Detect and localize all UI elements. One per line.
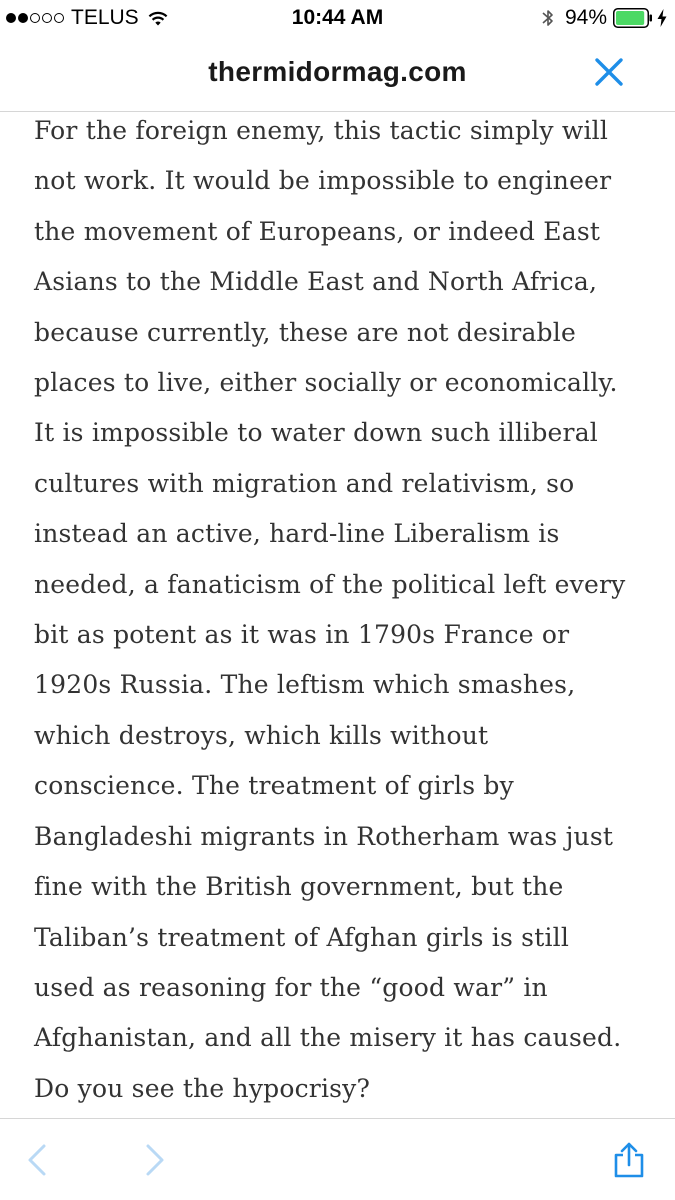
- article-line: Do you see the hypocrisy?: [34, 1073, 371, 1103]
- article-line: It is impossible to water down such illiberal: [34, 418, 598, 448]
- article-line: places to live, either socially or economically.: [34, 368, 618, 398]
- article-body: [34, 106, 644, 1114]
- close-icon[interactable]: [593, 56, 625, 88]
- url-bar: [0, 38, 675, 112]
- article-line: For the foreign enemy, this tactic simply will: [34, 116, 609, 145]
- article-line: not work. It would be impossible to engineer: [34, 166, 612, 196]
- article-line: Taliban’s treatment of Afghan girls is still: [34, 922, 570, 952]
- article-line: 1920s Russia. The leftism which smashes,: [34, 670, 576, 700]
- bottom-toolbar: [0, 1118, 675, 1200]
- article-line: Afghanistan, and all the misery it has caused.: [34, 1023, 622, 1053]
- article-line: needed, a fanaticism of the political left every: [34, 569, 626, 599]
- status-bar: [0, 0, 675, 38]
- status-right: [541, 6, 667, 30]
- article-line: fine with the British government, but the: [34, 872, 564, 902]
- article-line: the movement of Europeans, or indeed East: [34, 216, 601, 246]
- battery-icon: [613, 8, 653, 28]
- status-time: 10:44 AM: [291, 6, 384, 29]
- article-line: which destroys, which kills without: [34, 720, 489, 750]
- article-line: used as reasoning for the “good war” in: [34, 972, 548, 1002]
- url-domain[interactable]: thermidormag.com: [208, 56, 467, 87]
- article-line: instead an active, hard-line Liberalism is: [34, 519, 560, 549]
- forward-chevron-icon[interactable]: [144, 1143, 166, 1177]
- article-line: bit as potent as it was in 1790s France or: [34, 620, 570, 650]
- carrier-name: TELUS: [71, 6, 139, 29]
- battery-percent: 94%: [564, 6, 607, 29]
- article-line: Asians to the Middle East and North Africa,: [34, 267, 598, 297]
- share-icon[interactable]: [611, 1141, 647, 1179]
- charging-bolt-icon: [657, 9, 667, 27]
- article-line: cultures with migration and relativism, so: [34, 468, 575, 498]
- article-line: conscience. The treatment of girls by: [34, 771, 514, 801]
- bluetooth-icon: [541, 7, 555, 29]
- back-chevron-icon[interactable]: [26, 1143, 48, 1177]
- article-line: because currently, these are not desirable: [34, 317, 576, 347]
- article-line: Bangladeshi migrants in Rotherham was just: [34, 821, 614, 851]
